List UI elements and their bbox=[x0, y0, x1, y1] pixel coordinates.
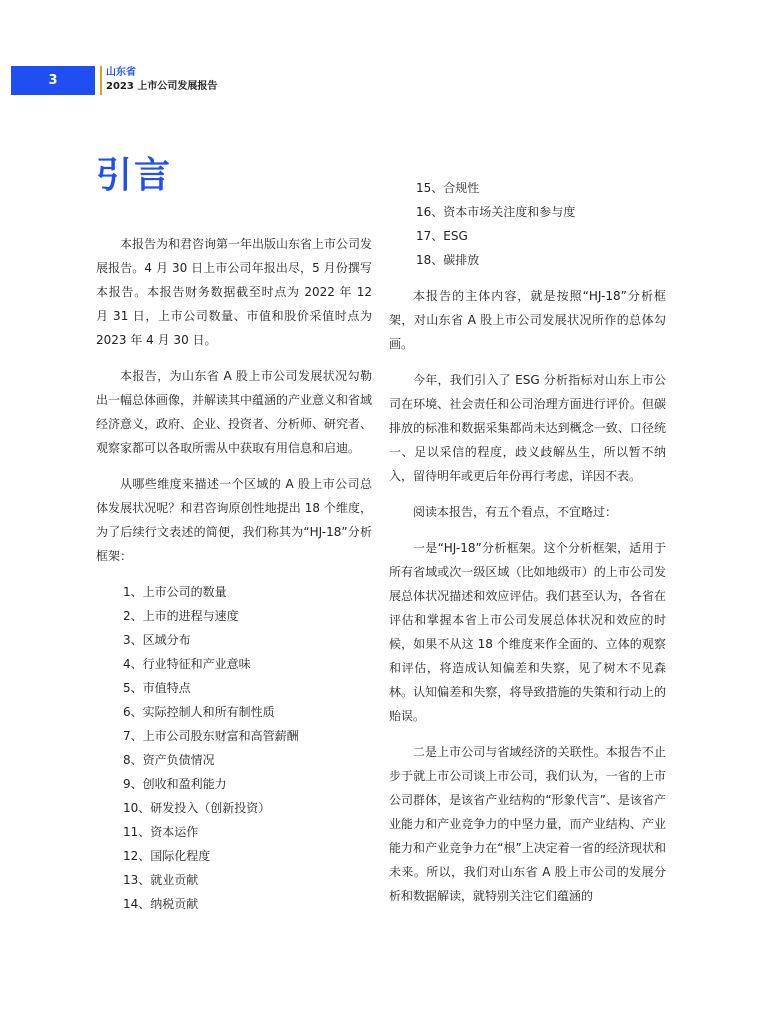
list-item: 8、资产负债情况 bbox=[123, 753, 215, 767]
paragraph: 阅读本报告，有五个看点，不宜略过： bbox=[413, 505, 618, 519]
list-item: 10、研发投入（创新投资） bbox=[123, 801, 271, 815]
paragraph: 今年，我们引入了 ESG 分析指标对山东上市公司在环境、社会责任和公司治理方面进行评价。但碳排放的标准和数据采集都尚未达到概念一致、口径统一、足以采信的程度，歧义歧解丛生，所以暂不纳入，留待明年或更后年份再行考虑，详因不表。 bbox=[389, 373, 666, 483]
list-item: 16、资本市场关注度和参与度 bbox=[416, 205, 576, 219]
framework-list-part-2 bbox=[389, 176, 666, 272]
left-column bbox=[96, 232, 372, 928]
page-title: 引言 bbox=[96, 155, 173, 196]
paragraph: 二是上市公司与省域经济的关联性。本报告不止步于就上市公司谈上市公司，我们认为，一省的上市公司群体，是该省产业结构的“形象代言”、是该省产业能力和产业竞争力的中坚力量，而产业结构、产业能力和产业竞争力在“根”上决定着一省的经济现状和未来。所以，我们对山东省 A 股上市公司的发展分析和数据解读，就特别关注它们蕴涵的 bbox=[389, 745, 666, 903]
paragraph: 一是“HJ-18”分析框架。这个分析框架，适用于所有省域或次一级区域（比如地级市）的上市公司发展总体状况描述和效应评估。我们甚至认为，各省在评估和掌握本省上市公司发展总体状况和效应的时候，如果不从这 18 个维度来作全面的、立体的观察和评估，将造成认知偏差和失察，见了树木不见森林。认知偏差和失察，将导致措施的失策和行动上的贻误。 bbox=[389, 541, 666, 723]
list-item: 9、创收和盈利能力 bbox=[123, 777, 227, 791]
list-item: 5、市值特点 bbox=[123, 681, 191, 695]
list-item: 4、行业特征和产业意味 bbox=[123, 657, 251, 671]
header-report-title: 2023 上市公司发展报告 bbox=[106, 81, 218, 92]
list-item: 12、国际化程度 bbox=[123, 849, 211, 863]
header-divider bbox=[100, 66, 102, 95]
list-item: 3、区域分布 bbox=[123, 633, 191, 647]
list-item: 1、上市公司的数量 bbox=[123, 585, 227, 599]
list-item: 2、上市的进程与速度 bbox=[123, 609, 239, 623]
list-item: 13、就业贡献 bbox=[123, 873, 199, 887]
list-item: 7、上市公司股东财富和高管薪酬 bbox=[123, 729, 299, 743]
list-item: 15、合规性 bbox=[416, 181, 480, 195]
page-number: 3 bbox=[11, 66, 95, 95]
list-item: 18、碳排放 bbox=[416, 253, 480, 267]
list-item: 17、ESG bbox=[416, 229, 468, 243]
paragraph: 本报告的主体内容，就是按照“HJ-18”分析框架，对山东省 A 股上市公司发展状况所作的总体勾画。 bbox=[389, 289, 666, 351]
list-item: 14、纳税贡献 bbox=[123, 897, 199, 911]
paragraph: 本报告为和君咨询第一年出版山东省上市公司发展报告。4 月 30 日上市公司年报出尽，5 月份撰写本报告。本报告财务数据截至时点为 2022 年 12 月 31 日，上市公司数量、市值和股价采值时点为 2023 年 4 月 30 日。 bbox=[96, 237, 373, 347]
framework-list-part-1 bbox=[96, 580, 372, 916]
list-item: 6、实际控制人和所有制性质 bbox=[123, 705, 275, 719]
right-column bbox=[389, 176, 666, 920]
header-province: 山东省 bbox=[106, 67, 136, 78]
paragraph: 从哪些维度来描述一个区域的 A 股上市公司总体发展状况呢？和君咨询原创性地提出 18 个维度，为了后续行文表述的简便，我们称其为“HJ-18”分析框架： bbox=[96, 477, 372, 563]
paragraph: 本报告，为山东省 A 股上市公司发展状况勾勒出一幅总体画像，并解读其中蕴涵的产业意义和省域经济意义，政府、企业、投资者、分析师、研究者、观察家都可以各取所需从中获取有用信息和启迪。 bbox=[96, 369, 373, 455]
list-item: 11、资本运作 bbox=[123, 825, 199, 839]
